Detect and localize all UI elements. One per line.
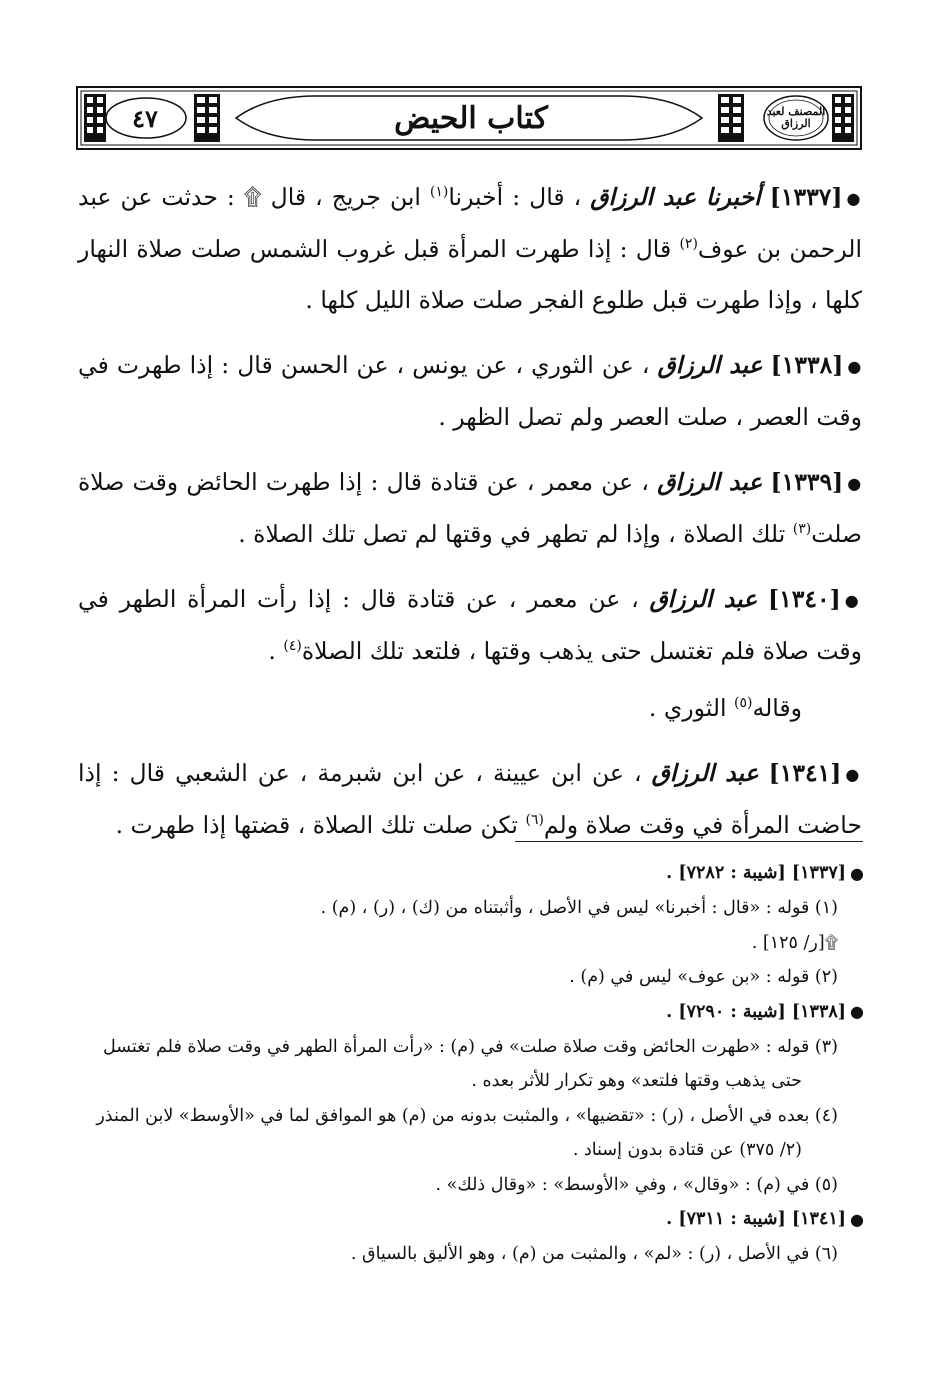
bullet-icon: ● [846, 189, 862, 208]
entry-text: تلك الصلاة ، وإذا لم تطهر في وقتها لم تصل تلك الصلاة . [238, 520, 786, 548]
footnote-source [80, 1202, 864, 1237]
bullet-icon: ● [845, 765, 862, 784]
footnote [80, 960, 864, 994]
entry-text: . [268, 637, 276, 665]
footnote-marker: (٢) [679, 236, 698, 253]
footnote-text: [١٣٤١] [شيبة : ٧٣١١] . [666, 1209, 847, 1229]
footnote-text: (١) قوله : «قال : أخبرنا» ليس في الأصل ، وأثبتناه من (ك) ، (ر) ، (م) . [320, 898, 838, 918]
bullet-icon: ● [847, 357, 862, 376]
footnote-divider [515, 841, 863, 842]
entry-number: [١٣٤١] [768, 759, 842, 787]
footnote-marker: (٤) [283, 638, 302, 655]
entry-text: الثوري . [648, 694, 727, 722]
entry-number: [١٣٣٧] [769, 183, 843, 211]
bullet-icon: ● [850, 1209, 864, 1229]
entry-text: ، قال : أخبرنا [448, 183, 582, 211]
entry-text: ، عن معمر ، عن قتادة قال : إذا طهرت الحائض وقت صلاة صلت [78, 468, 862, 548]
narrator: عبد الرزاق [649, 585, 758, 613]
narrator: عبد الرزاق [651, 759, 759, 787]
entry-text: ، عن ابن عيينة ، عن ابن شبرمة ، عن الشعبي قال : إذا حاضت المرأة في وقت صلاة ولم [78, 759, 862, 839]
entry-number: [١٣٣٩] [770, 468, 844, 496]
bullet-icon: ● [850, 1002, 864, 1021]
footnote-text: ۩[ر/ ١٢٥] . [751, 932, 838, 953]
entry-text: وقاله [752, 694, 802, 722]
entry-text: ابن جريج ، قال ۩ : حدثت عن عبد الرحمن بن عوف [78, 183, 862, 263]
hadith-entry-1339 [78, 457, 862, 560]
footnote [80, 891, 864, 925]
entry-text: ، عن الثوري ، عن يونس ، عن الحسن قال : إذا طهرت في وقت العصر ، صلت العصر ولم تصل الظهر . [78, 351, 862, 431]
footnote-marker: (١) [429, 184, 449, 201]
footnote-continuation [80, 1064, 864, 1098]
hadith-entry-1337 [78, 172, 862, 326]
page-number: ٤٧ [132, 103, 158, 133]
hadith-entry-1341 [78, 748, 862, 851]
hadith-entry-1338 [78, 340, 862, 443]
book-logo: المصنف لعبد الرزاق [766, 105, 826, 130]
footnote [80, 1168, 864, 1202]
chapter-title: كتاب الحيض [394, 100, 548, 136]
entry-text: قال : إذا طهرت المرأة قبل غروب الشمس صلت صلاة النهار كلها ، وإذا طهرت قبل طلوع الفجر صلت صلاة الليل كلها . [78, 235, 862, 314]
footnote-marker: (٥) [734, 695, 753, 712]
bullet-icon: ● [850, 863, 864, 883]
narrator: أخبرنا عبد الرزاق [590, 183, 761, 211]
entry-text: ، عن معمر ، عن قتادة قال : إذا رأت المرأة الطهر في وقت صلاة فلم تغتسل حتى يذهب وقتها ، فلتعد تلك الصلاة [78, 585, 862, 665]
narrator: عبد الرزاق [657, 468, 763, 496]
hadith-entry-1340-saying [78, 683, 862, 734]
footnote-page-ref [80, 926, 864, 960]
entry-text: تكن صلت تلك الصلاة ، قضتها إذا طهرت . [115, 811, 518, 839]
footnote-text: (٣) قوله : «طهرت الحائض وقت صلاة صلت» في (م) : «رأت المرأة الطهر في وقت صلاة فلم تغتسل [103, 1036, 838, 1057]
entry-number: [١٣٣٨] [770, 351, 844, 379]
footnote-text: (٢/ ٣٧٥) عن قتادة بدون إسناد . [572, 1140, 802, 1160]
footnote-text: (٢) قوله : «بن عوف» ليس في (م) . [569, 967, 838, 987]
footnote-text: (٥) في (م) : «وقال» ، وفي «الأوسط» : «وقال ذلك» . [435, 1174, 838, 1195]
footnotes [80, 856, 864, 1272]
entry-number: [١٣٤٠] [767, 585, 841, 613]
footnote-text: (٦) في الأصل ، (ر) : «لم» ، والمثبت من (م) ، وهو الأليق بالسياق . [350, 1244, 838, 1264]
footnote-marker: (٦) [525, 812, 544, 829]
footnote [80, 1030, 864, 1064]
footnote [80, 1099, 864, 1133]
footnote-text: [١٣٣٨] [شيبة : ٧٢٩٠] . [666, 1001, 847, 1022]
footnote-marker: (٣) [792, 521, 812, 538]
hadith-entry-1340 [78, 574, 862, 677]
page-header [76, 86, 862, 150]
footnote-text: (٤) بعده في الأصل ، (ر) : «تقضيها» ، والمثبت بدونه من (م) هو الموافق لما في «الأوسط» لابن المنذر [96, 1105, 838, 1126]
narrator: عبد الرزاق [657, 351, 763, 379]
bullet-icon: ● [847, 474, 862, 493]
bullet-icon: ● [844, 591, 862, 610]
footnote-text: [١٣٣٧] [شيبة : ٧٢٨٢] . [666, 863, 847, 883]
footnote-source [80, 856, 864, 891]
footnote-text: حتى يذهب وقتها فلتعد» وهو تكرار للأثر بعده . [471, 1071, 802, 1091]
footnote [80, 1237, 864, 1271]
footnote-source [80, 995, 864, 1030]
footnote-continuation [80, 1133, 864, 1167]
main-text [78, 172, 862, 865]
